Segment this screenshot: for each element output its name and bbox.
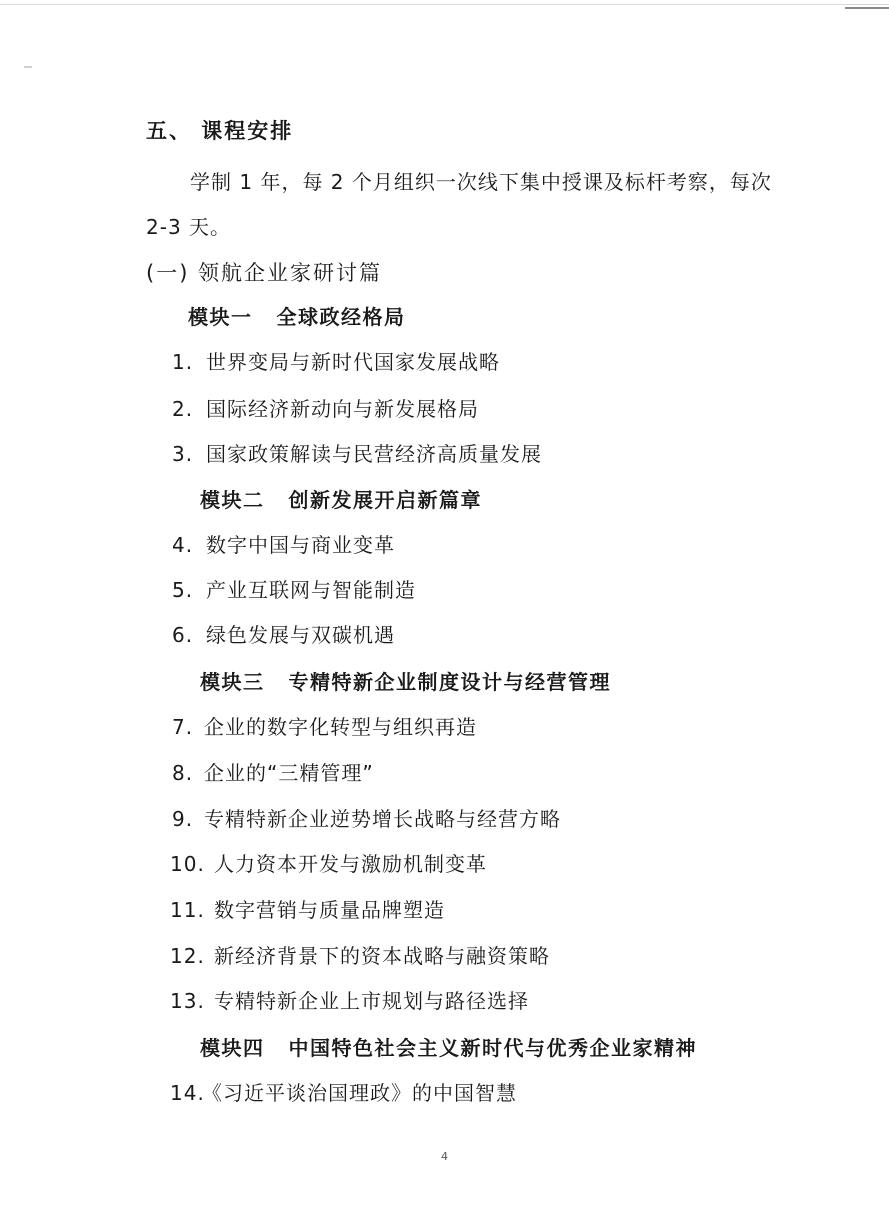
item-text: 数字营销与质量品牌塑造 bbox=[214, 898, 445, 922]
list-item bbox=[172, 622, 395, 648]
item-text: 绿色发展与双碳机遇 bbox=[206, 623, 395, 647]
part-heading: (一) 领航企业家研讨篇 bbox=[146, 261, 383, 285]
module-title: 专精特新企业制度设计与经营管理 bbox=[288, 670, 611, 694]
intro-line-1: 学制 1 年，每 2 个月组织一次线下集中授课及标杆考察，每次 bbox=[190, 170, 772, 194]
list-item bbox=[170, 897, 445, 923]
item-number: 9. bbox=[172, 807, 194, 831]
item-number: 1. bbox=[172, 350, 194, 374]
module-heading-2 bbox=[200, 487, 482, 513]
item-number: 14. bbox=[170, 1081, 205, 1105]
item-text: 数字中国与商业变革 bbox=[206, 533, 395, 557]
module-heading-3 bbox=[200, 669, 611, 695]
item-text: 世界变局与新时代国家发展战略 bbox=[206, 350, 500, 374]
item-number: 12. bbox=[170, 944, 205, 968]
item-text: 新经济背景下的资本战略与融资策略 bbox=[214, 944, 550, 968]
item-number: 4. bbox=[172, 533, 194, 557]
list-item bbox=[170, 1080, 517, 1106]
intro-line-2: 2-3 天。 bbox=[146, 215, 232, 239]
module-heading-4 bbox=[200, 1035, 697, 1061]
list-item bbox=[170, 851, 487, 877]
section-heading: 五、 课程安排 bbox=[146, 119, 294, 143]
list-item bbox=[172, 396, 479, 422]
item-number: 5. bbox=[172, 578, 194, 602]
module-label: 模块一 bbox=[188, 305, 253, 329]
list-item bbox=[172, 714, 477, 740]
item-number: 7. bbox=[172, 715, 194, 739]
scan-speck bbox=[24, 66, 32, 68]
list-item bbox=[172, 760, 374, 786]
module-title: 全球政经格局 bbox=[276, 305, 406, 329]
item-number: 3. bbox=[172, 442, 194, 466]
item-number: 2. bbox=[172, 397, 194, 421]
item-text: 企业的数字化转型与组织再造 bbox=[204, 715, 477, 739]
item-text: 国家政策解读与民营经济高质量发展 bbox=[206, 442, 542, 466]
item-number: 10. bbox=[170, 852, 205, 876]
list-item bbox=[170, 988, 529, 1014]
list-item bbox=[172, 577, 416, 603]
module-label: 模块四 bbox=[200, 1036, 265, 1060]
item-number: 13. bbox=[170, 989, 205, 1013]
item-text: 产业互联网与智能制造 bbox=[206, 578, 416, 602]
item-text: 人力资本开发与激励机制变革 bbox=[214, 852, 487, 876]
list-item bbox=[172, 349, 500, 375]
module-label: 模块二 bbox=[200, 488, 265, 512]
item-text: 企业的“三精管理” bbox=[204, 761, 374, 785]
item-text: 专精特新企业逆势增长战略与经营方略 bbox=[204, 807, 561, 831]
item-number: 8. bbox=[172, 761, 194, 785]
list-item bbox=[172, 532, 395, 558]
module-label: 模块三 bbox=[200, 670, 265, 694]
page-number: 4 bbox=[441, 1150, 448, 1163]
scan-top-rule bbox=[0, 4, 889, 5]
item-text: 《习近平谈治国理政》的中国智慧 bbox=[202, 1081, 517, 1105]
item-number: 6. bbox=[172, 623, 194, 647]
scan-edge-mark bbox=[845, 7, 889, 9]
module-title: 中国特色社会主义新时代与优秀企业家精神 bbox=[288, 1036, 697, 1060]
item-text: 国际经济新动向与新发展格局 bbox=[206, 397, 479, 421]
list-item bbox=[172, 806, 561, 832]
module-heading-1 bbox=[188, 304, 406, 330]
item-text: 专精特新企业上市规划与路径选择 bbox=[214, 989, 529, 1013]
module-title: 创新发展开启新篇章 bbox=[288, 488, 482, 512]
list-item bbox=[170, 943, 550, 969]
item-number: 11. bbox=[170, 898, 205, 922]
list-item bbox=[172, 441, 542, 467]
